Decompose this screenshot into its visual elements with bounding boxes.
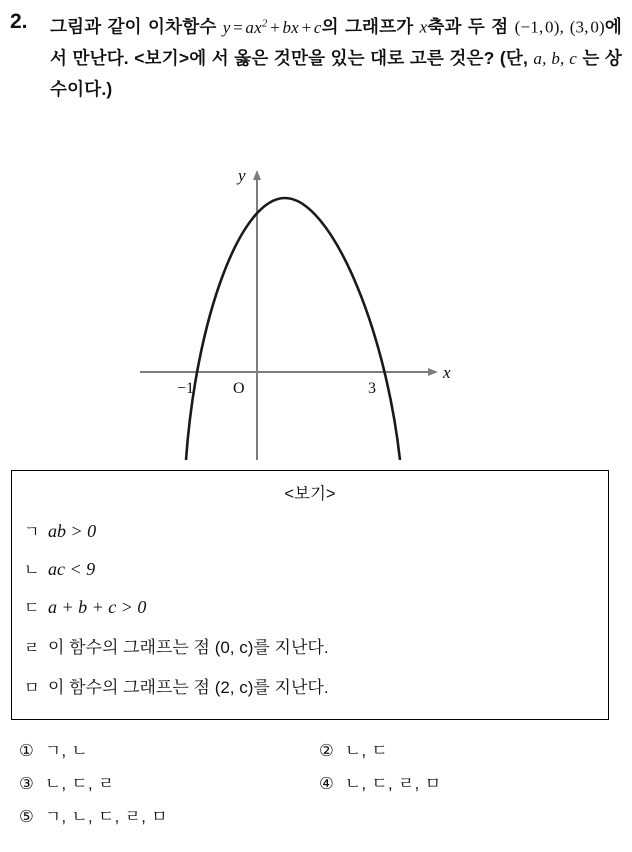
x-axis-label: x <box>443 363 451 382</box>
choice-row-2 <box>11 770 621 794</box>
choice-3-text: ㄴ, ㄷ, ㄹ <box>45 775 115 793</box>
choice-3-number: ③ <box>19 775 34 793</box>
choice-2-text: ㄴ, ㄷ <box>345 742 389 760</box>
stem-constants: a, b, c <box>533 48 578 68</box>
bogi-text-3: a + b + c > 0 <box>48 597 147 617</box>
stem-line1-pre: 그림과 같이 이차함수 <box>50 16 223 37</box>
question-number: 2. <box>10 10 28 33</box>
x-intercept-right-label: 3 <box>368 380 376 397</box>
choice-row-1 <box>11 737 621 761</box>
bogi-mark-digeut: ㄷ <box>24 600 40 617</box>
choice-4[interactable] <box>311 770 441 794</box>
y-axis-label: y <box>238 166 246 185</box>
question-text <box>50 8 622 105</box>
choice-4-text: ㄴ, ㄷ, ㄹ, ㅁ <box>345 775 442 793</box>
answer-choices <box>11 728 621 827</box>
bogi-item-1 <box>12 519 608 542</box>
x-intercept-left-label: −1 <box>177 380 195 397</box>
question-stem <box>10 8 622 105</box>
origin-label: O <box>233 380 245 397</box>
stem-function-formula: y = $ax^2$ + bx + c <box>222 17 322 37</box>
stem-line2-post: 에서 만난다. <보기>에 <box>50 16 622 68</box>
choice-5-text: ㄱ, ㄴ, ㄷ, ㄹ, ㅁ <box>45 808 168 826</box>
bogi-item-2 <box>12 557 608 580</box>
bogi-text-5: 이 함수의 그래프는 점 (2, c)를 지난다. <box>48 678 329 697</box>
parabola-curve <box>186 198 400 460</box>
bogi-mark-nieun: ㄴ <box>24 562 40 579</box>
choice-5-number: ⑤ <box>19 808 34 826</box>
choice-3[interactable] <box>11 770 311 794</box>
choice-5[interactable] <box>11 803 311 827</box>
stem-x-var: x <box>419 17 428 37</box>
x-axis <box>140 368 438 376</box>
choice-2-number: ② <box>319 742 334 760</box>
bogi-mark-rieul: ㄹ <box>24 640 40 657</box>
stem-line3: 서 옳은 것만을 있는 대로 고른 것은? (단, <box>211 47 534 68</box>
bogi-text-1: ab > 0 <box>48 521 97 541</box>
bogi-mark-mieum: ㅁ <box>24 680 40 697</box>
parabola-figure <box>0 160 632 460</box>
bogi-item-4 <box>12 633 608 658</box>
choice-1-text: ㄱ, ㄴ <box>45 742 89 760</box>
stem-line2-mid: 축과 두 점 <box>427 16 515 37</box>
bogi-box <box>11 470 609 720</box>
bogi-mark-giyeok: ㄱ <box>24 524 40 541</box>
choice-row-3 <box>11 803 621 827</box>
bogi-item-3 <box>12 595 608 618</box>
choice-2[interactable] <box>311 737 388 761</box>
stem-line4: 는 상수이다.) <box>50 47 622 99</box>
stem-intercept-points: (−1, 0), (3, 0) <box>514 17 605 37</box>
bogi-title: <보기> <box>284 485 336 503</box>
stem-line1-post: 의 그래프가 <box>321 16 414 37</box>
choice-4-number: ④ <box>319 775 334 793</box>
choice-1[interactable] <box>11 737 311 761</box>
bogi-text-2: ac < 9 <box>48 559 96 579</box>
bogi-text-4: 이 함수의 그래프는 점 (0, c)를 지난다. <box>48 638 329 657</box>
choice-1-number: ① <box>19 742 34 760</box>
bogi-item-5 <box>12 673 608 698</box>
